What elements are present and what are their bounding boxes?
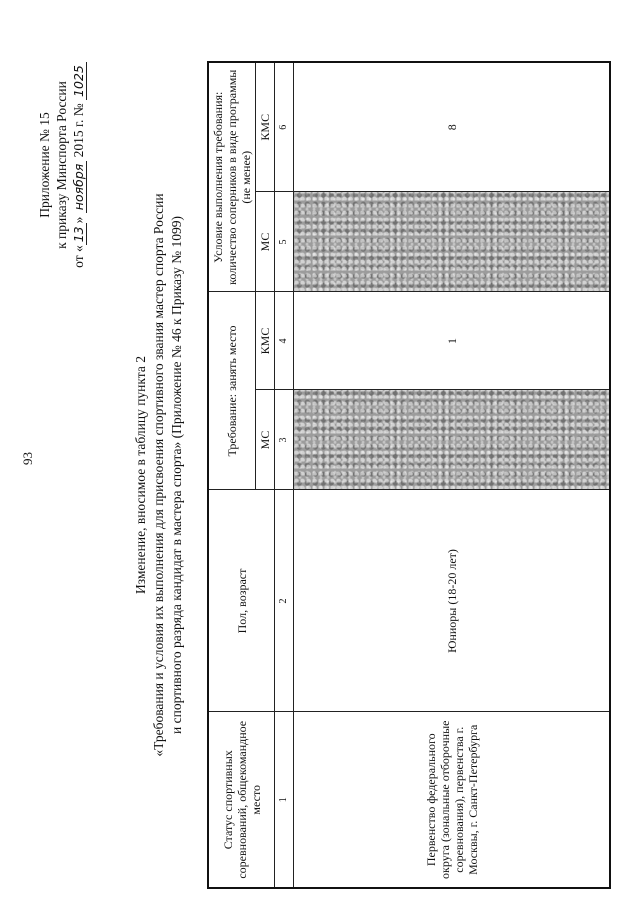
date-month: ноября — [71, 161, 87, 214]
column-number: 5 — [275, 192, 294, 292]
appendix-title: Приложение № 15 — [37, 112, 52, 218]
heading-line-1: Изменение, вносимое в таблицу пункта 2 — [133, 356, 148, 594]
header-opponents-ms: МС — [256, 192, 275, 292]
date-year: 2015 г. № — [71, 103, 86, 158]
heading-line-2: «Требования и условия их выполнения для присвоения спортивного звания мастер спорта России — [151, 193, 166, 757]
appendix-date-line — [70, 50, 87, 280]
header-place-kms: КМС — [256, 292, 275, 390]
column-number: 4 — [275, 292, 294, 390]
page-number: 93 — [20, 452, 35, 465]
appendix-order-ref: к приказу Минспорта России — [54, 81, 69, 249]
date-quote-close: » — [71, 216, 86, 224]
cell-gender-age: Юниоры (18-20 лет) — [294, 490, 611, 712]
column-number: 2 — [275, 490, 294, 712]
cell-opponents-kms: 8 — [294, 62, 611, 192]
appendix-block — [36, 50, 87, 280]
table-row — [294, 62, 611, 888]
header-place-ms: МС — [256, 390, 275, 490]
header-opponents-kms: КМС — [256, 62, 275, 192]
cell-status: Первенство федерального округа (зональные отборочные соревнования), первенства г. Москвы, г. Санкт-Петербурга — [294, 712, 611, 888]
column-number: 1 — [275, 712, 294, 888]
header-status: Статус спортивных соревнований, общекомандное место — [208, 712, 275, 888]
column-number: 3 — [275, 390, 294, 490]
cell-place-ms-shaded — [294, 390, 611, 490]
requirements-table — [207, 61, 611, 889]
column-number: 6 — [275, 62, 294, 192]
cell-opponents-ms-shaded — [294, 192, 611, 292]
order-number: 1025 — [71, 62, 87, 100]
header-gender-age: Пол, возраст — [208, 490, 275, 712]
cell-place-kms: 1 — [294, 292, 611, 390]
header-condition: Условие выполнения требования: количество соперников в виде программы (не менее) — [208, 62, 256, 292]
heading-line-3: и спортивного разряда кандидат в мастера спорта» (Приложение № 46 к Приказу № 1099) — [169, 216, 184, 734]
date-day: 13 — [71, 223, 87, 245]
document-heading — [132, 125, 186, 825]
date-prefix: от « — [71, 245, 86, 268]
header-requirement-place: Требование: занять место — [208, 292, 256, 490]
